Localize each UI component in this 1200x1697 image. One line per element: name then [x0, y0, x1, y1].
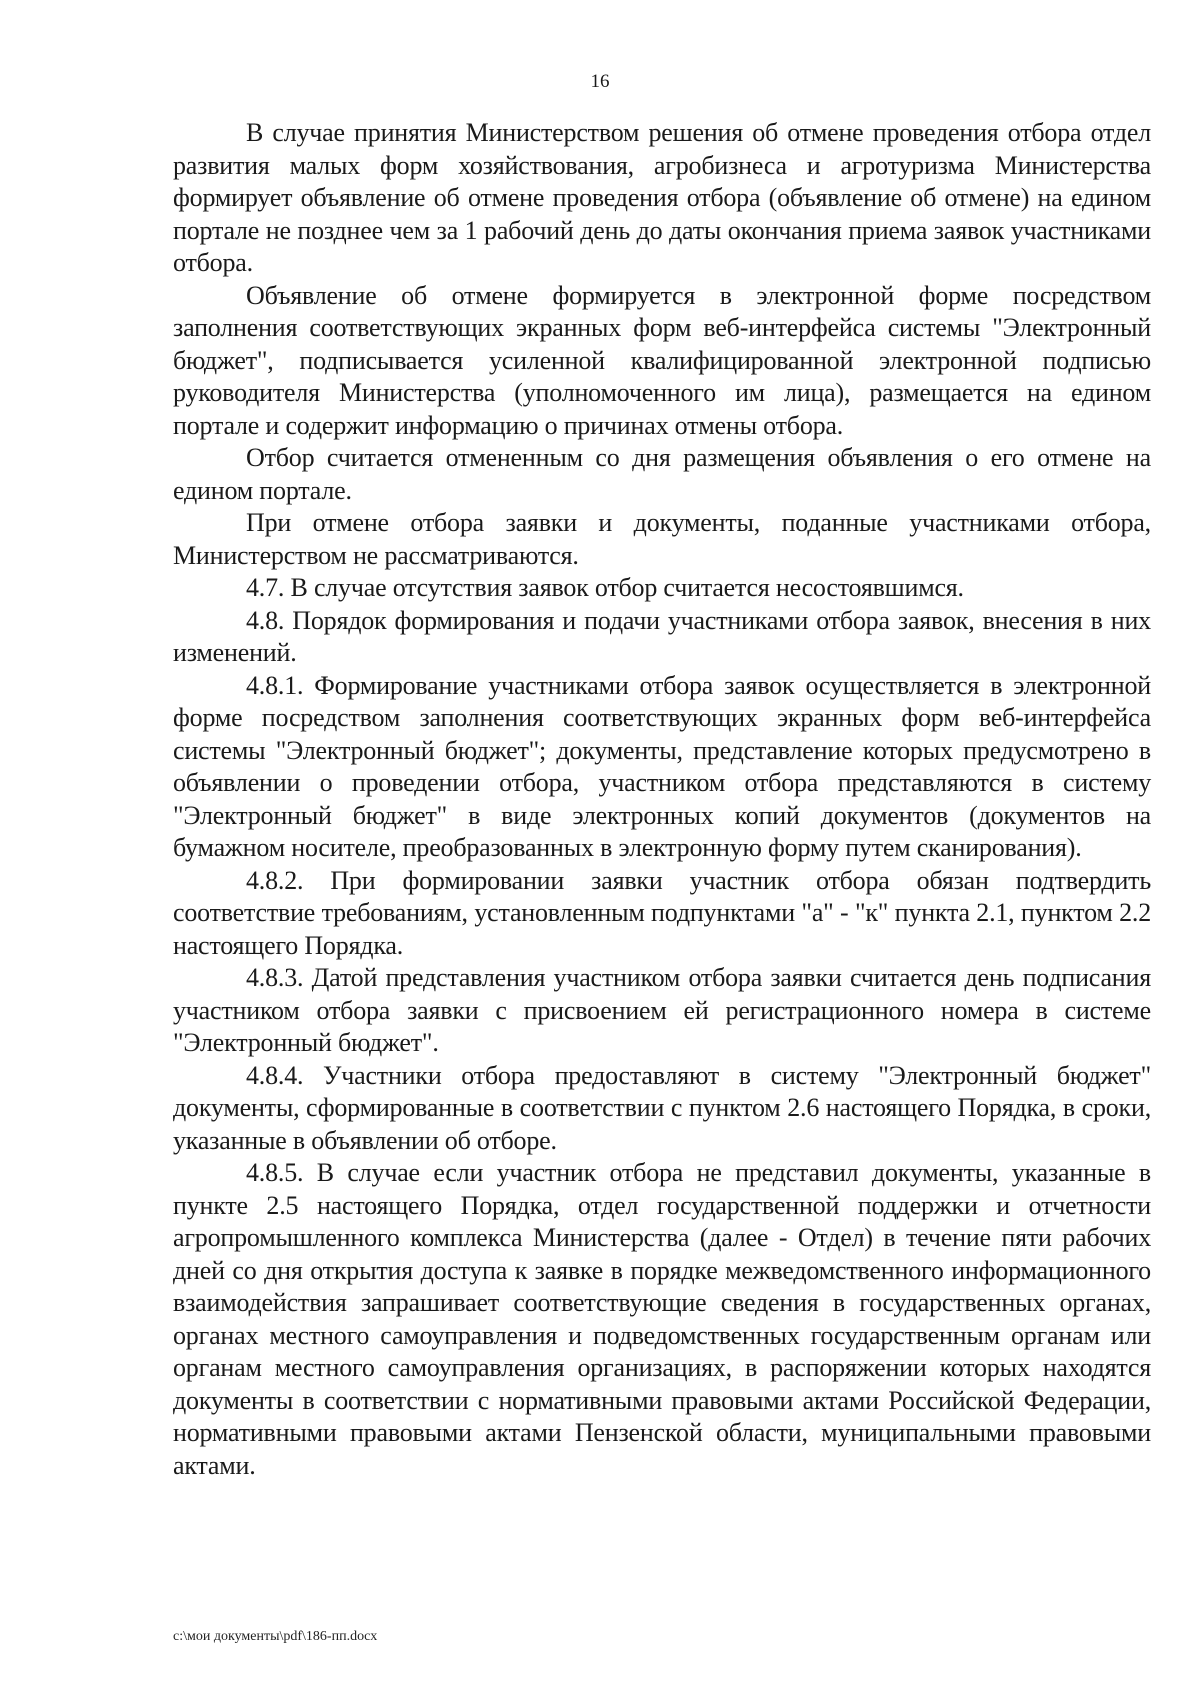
- paragraph-cancellation-announcement: Объявление об отмене формируется в электронной форме посредством заполнения соответствующих экранных форм веб-интерфейса системы "Электронный бюджет", подписывается усиленной квалифицированной электронной подписью руководителя Министерства (уполномоченного им лица), размещается на едином портале и содержит информацию о причинах отмены отбора.: [173, 280, 1151, 440]
- page-number: 16: [590, 71, 610, 92]
- paragraph-4-8-4: 4.8.4. Участники отбора предоставляют в систему "Электронный бюджет" документы, сформированные в соответствии с пунктом 2.6 настоящего Порядка, в сроки, указанные в объявлении об отборе.: [173, 1060, 1151, 1155]
- paragraph-selection-cancelled: Отбор считается отмененным со дня размещения объявления о его отмене на едином портале.: [173, 443, 1151, 505]
- footer-file-path: c:\мои документы\pdf\186-пп.docx: [173, 1629, 378, 1644]
- paragraph-4-7: 4.7. В случае отсутствия заявок отбор считается несостоявшимся.: [246, 573, 964, 602]
- paragraph-4-8-5: 4.8.5. В случае если участник отбора не представил документы, указанные в пункте 2.5 настоящего Порядка, отдел государственной поддержки и отчетности агропромышленного комплекса Министерства (далее - Отдел) в течение пяти рабочих дней со дня открытия доступа к заявке в порядке межведомственного информационного взаимодействия запрашивает соответствующие сведения в государственных органах, органах местного самоуправления и подведомственных государственным органам или органам местного самоуправления организациях, в распоряжении которых находятся документы в соответствии с нормативными правовыми актами Российской Федерации, нормативными правовыми актами Пензенской области, муниципальными правовыми актами.: [173, 1158, 1151, 1480]
- paragraph-4-8-1: 4.8.1. Формирование участниками отбора заявок осуществляется в электронной форме посредством заполнения соответствующих экранных форм веб-интерфейса системы "Электронный бюджет"; документы, представление которых предусмотрено в объявлении о проведении отбора, участником отбора представляются в систему "Электронный бюджет" в виде электронных копий документов (документов на бумажном носителе, преобразованных в электронную форму путем сканирования).: [173, 670, 1151, 862]
- paragraph-4-8: 4.8. Порядок формирования и подачи участниками отбора заявок, внесения в них изменений.: [173, 605, 1151, 667]
- paragraph-cancellation-decision: В случае принятия Министерством решения об отмене проведения отбора отдел развития малых форм хозяйствования, агробизнеса и агротуризма Министерства формирует объявление об отмене проведения отбора (объявление об отмене) на едином портале не позднее чем за 1 рабочий день до даты окончания приема заявок участниками отбора.: [173, 118, 1151, 277]
- document-body: [173, 117, 1151, 1482]
- paragraph-4-8-3: 4.8.3. Датой представления участником отбора заявки считается день подписания участником отбора заявки с присвоением ей регистрационного номера в системе "Электронный бюджет".: [173, 963, 1151, 1057]
- paragraph-applications-not-considered: При отмене отбора заявки и документы, поданные участниками отбора, Министерством не рассматриваются.: [173, 508, 1151, 570]
- paragraph-4-8-2: 4.8.2. При формировании заявки участник отбора обязан подтвердить соответствие требованиям, установленным подпунктами "а" - "к" пункта 2.1, пунктом 2.2 настоящего Порядка.: [173, 865, 1151, 960]
